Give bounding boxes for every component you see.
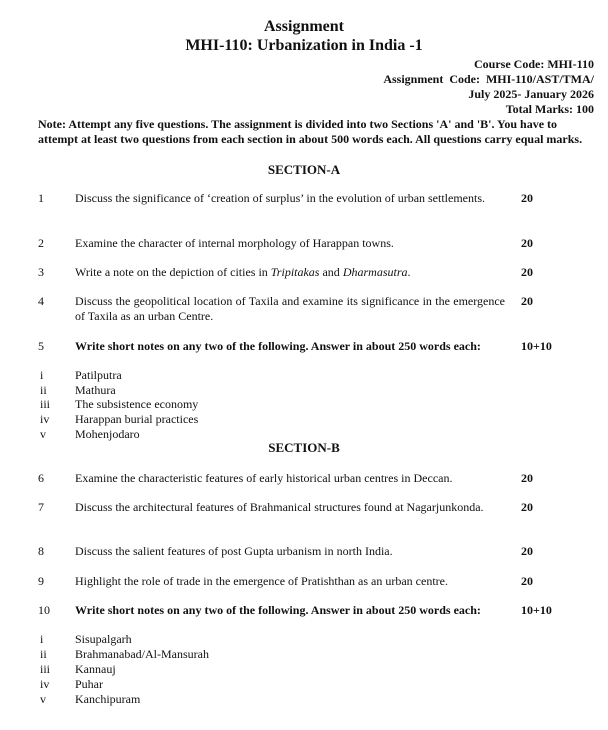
section-b-heading: SECTION-B (268, 440, 340, 455)
question-marks: 20 (521, 236, 533, 250)
question-marks: 20 (521, 191, 533, 205)
question-number: 4 (38, 294, 44, 308)
option-text: Mohenjodaro (75, 427, 140, 441)
question-number: 1 (38, 191, 44, 205)
option-text: Kanchipuram (75, 692, 141, 706)
option-numeral: ii (40, 383, 47, 397)
session-dates: July 2025- January 2026 (468, 87, 594, 101)
course-code: Course Code: MHI-110 (474, 57, 594, 71)
question-marks: 20 (521, 265, 533, 279)
option-text: Brahmanabad/Al-Mansurah (75, 647, 209, 661)
question-marks: 10+10 (521, 339, 552, 353)
option-numeral: i (40, 632, 44, 646)
question-text: Discuss the architectural features of Brahmanical structures found at Nagarjunkonda. (75, 500, 484, 514)
question-number: 5 (38, 339, 44, 353)
question-text-part: . (407, 265, 411, 279)
option-text: Kannauj (75, 662, 116, 676)
question-text (75, 265, 505, 280)
question-text: Highlight the role of trade in the emergence of Pratishthan as an urban centre. (75, 574, 448, 588)
question-marks: 20 (521, 500, 533, 514)
question-text: Discuss the geopolitical location of Taxila and examine its significance in the emergence of Taxila as an urban Centre. (75, 294, 505, 323)
total-marks: Total Marks: 100 (505, 102, 594, 116)
question-number: 2 (38, 236, 44, 250)
question-text: Examine the character of internal morphology of Harappan towns. (75, 236, 394, 250)
option-numeral: v (40, 692, 46, 706)
option-numeral: iii (40, 662, 51, 676)
question-text: Write short notes on any two of the following. Answer in about 250 words each: (75, 603, 481, 617)
option-numeral: ii (40, 647, 47, 661)
option-text: The subsistence economy (75, 397, 199, 411)
question-text: Write short notes on any two of the following. Answer in about 250 words each: (75, 339, 481, 353)
question-number: 6 (38, 471, 44, 485)
section-a-heading: SECTION-A (267, 162, 341, 177)
question-text-part: and (319, 265, 343, 279)
question-number: 8 (38, 544, 44, 558)
option-text: Patilputra (75, 368, 122, 382)
option-numeral: iv (40, 677, 50, 691)
instructions-note: Note: Attempt any five questions. The assignment is divided into two Sections 'A' and 'B'. You have to attempt at least two questions from each section in about 500 words each. All questions carry equal marks. (38, 117, 583, 146)
option-numeral: v (40, 427, 46, 441)
option-text: Harappan burial practices (75, 412, 199, 426)
option-numeral: iii (40, 397, 51, 411)
question-number: 7 (38, 500, 44, 514)
question-number: 10 (38, 603, 50, 617)
option-text: Puhar (75, 677, 103, 691)
question-number: 9 (38, 574, 44, 588)
question-text: Examine the characteristic features of early historical urban centres in Deccan. (75, 471, 453, 485)
question-marks: 20 (521, 471, 533, 485)
question-text-italic: Dharmasutra (342, 265, 408, 279)
option-text: Mathura (75, 383, 116, 397)
option-numeral: iv (40, 412, 50, 426)
document-title: Assignment (263, 18, 344, 35)
question-text-italic: Tripitakas (270, 265, 320, 279)
question-text: Discuss the salient features of post Gupta urbanism in north India. (75, 544, 393, 558)
question-text: Discuss the significance of ‘creation of surplus’ in the evolution of urban settlements. (75, 191, 486, 205)
question-marks: 10+10 (521, 603, 552, 617)
question-number: 3 (38, 265, 44, 279)
course-title: MHI-110: Urbanization in India -1 (185, 37, 423, 54)
assignment-code: Assignment Code: MHI-110/AST/TMA/ (383, 72, 594, 86)
option-text: Sisupalgarh (75, 632, 132, 646)
option-numeral: i (40, 368, 44, 382)
question-marks: 20 (521, 544, 533, 558)
question-marks: 20 (521, 294, 533, 308)
question-marks: 20 (521, 574, 533, 588)
question-text-part: Write a note on the depiction of cities in (75, 265, 271, 279)
